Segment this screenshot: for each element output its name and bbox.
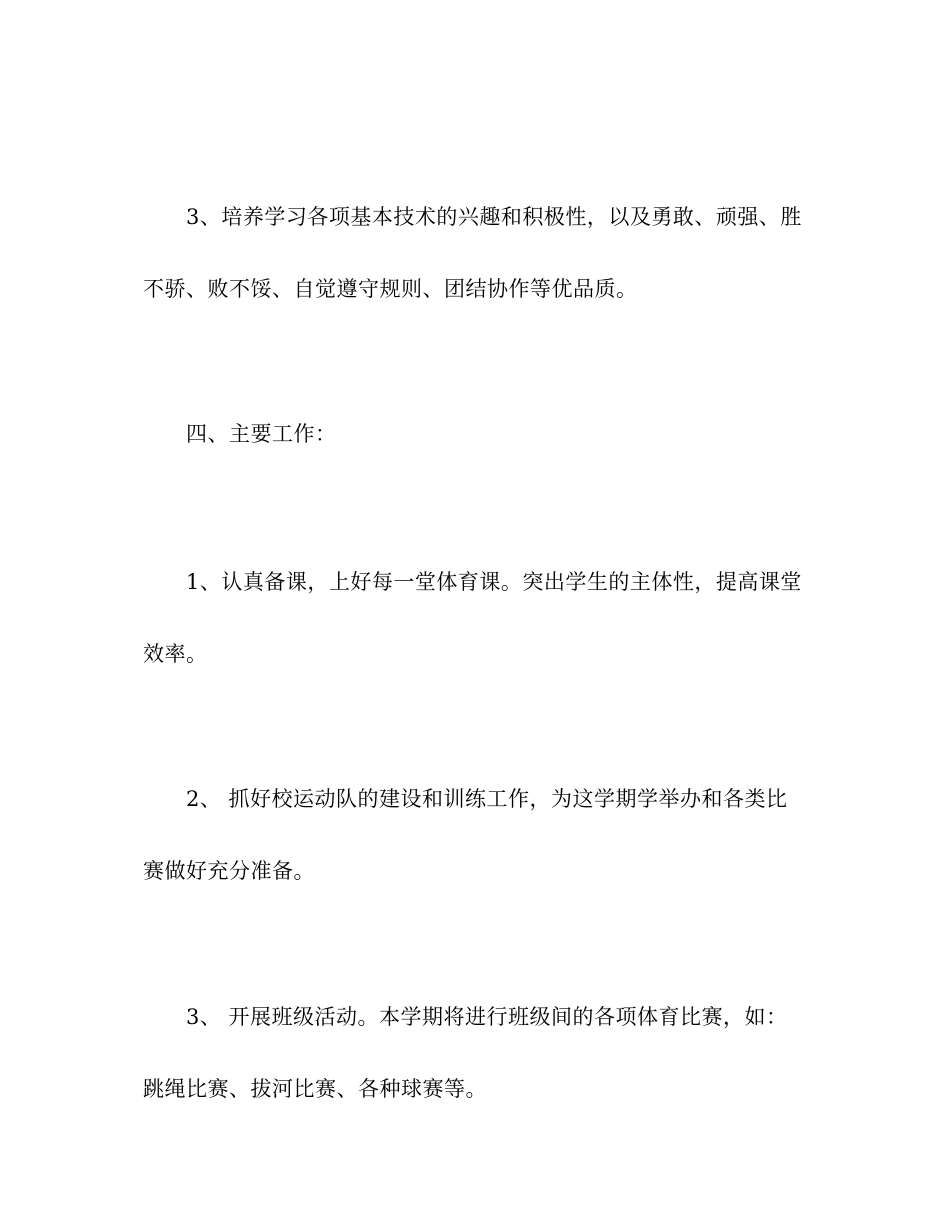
- paragraph-goal-3-line-2: 不骄、败不馁、自觉遵守规则、团结协作等优品质。: [143, 277, 638, 301]
- paragraph-work-2-line-2: 赛做好充分准备。: [143, 859, 315, 883]
- paragraph-work-3-line-2: 跳绳比赛、拔河比赛、各种球赛等。: [143, 1077, 487, 1101]
- section-heading: 四、主要工作：: [186, 422, 337, 446]
- paragraph-work-3-line-1: 3、 开展班级活动。本学期将进行班级间的各项体育比赛，如：: [186, 1005, 788, 1029]
- paragraph-work-1-line-1: 1、认真备课，上好每一堂体育课。突出学生的主体性，提高课堂: [186, 570, 802, 594]
- paragraph-work-1-line-2: 效率。: [143, 642, 208, 666]
- paragraph-work-2-line-1: 2、 抓好校运动队的建设和训练工作，为这学期学举办和各类比: [186, 787, 788, 811]
- paragraph-goal-3-line-1: 3、培养学习各项基本技术的兴趣和积极性，以及勇敢、顽强、胜: [186, 205, 802, 229]
